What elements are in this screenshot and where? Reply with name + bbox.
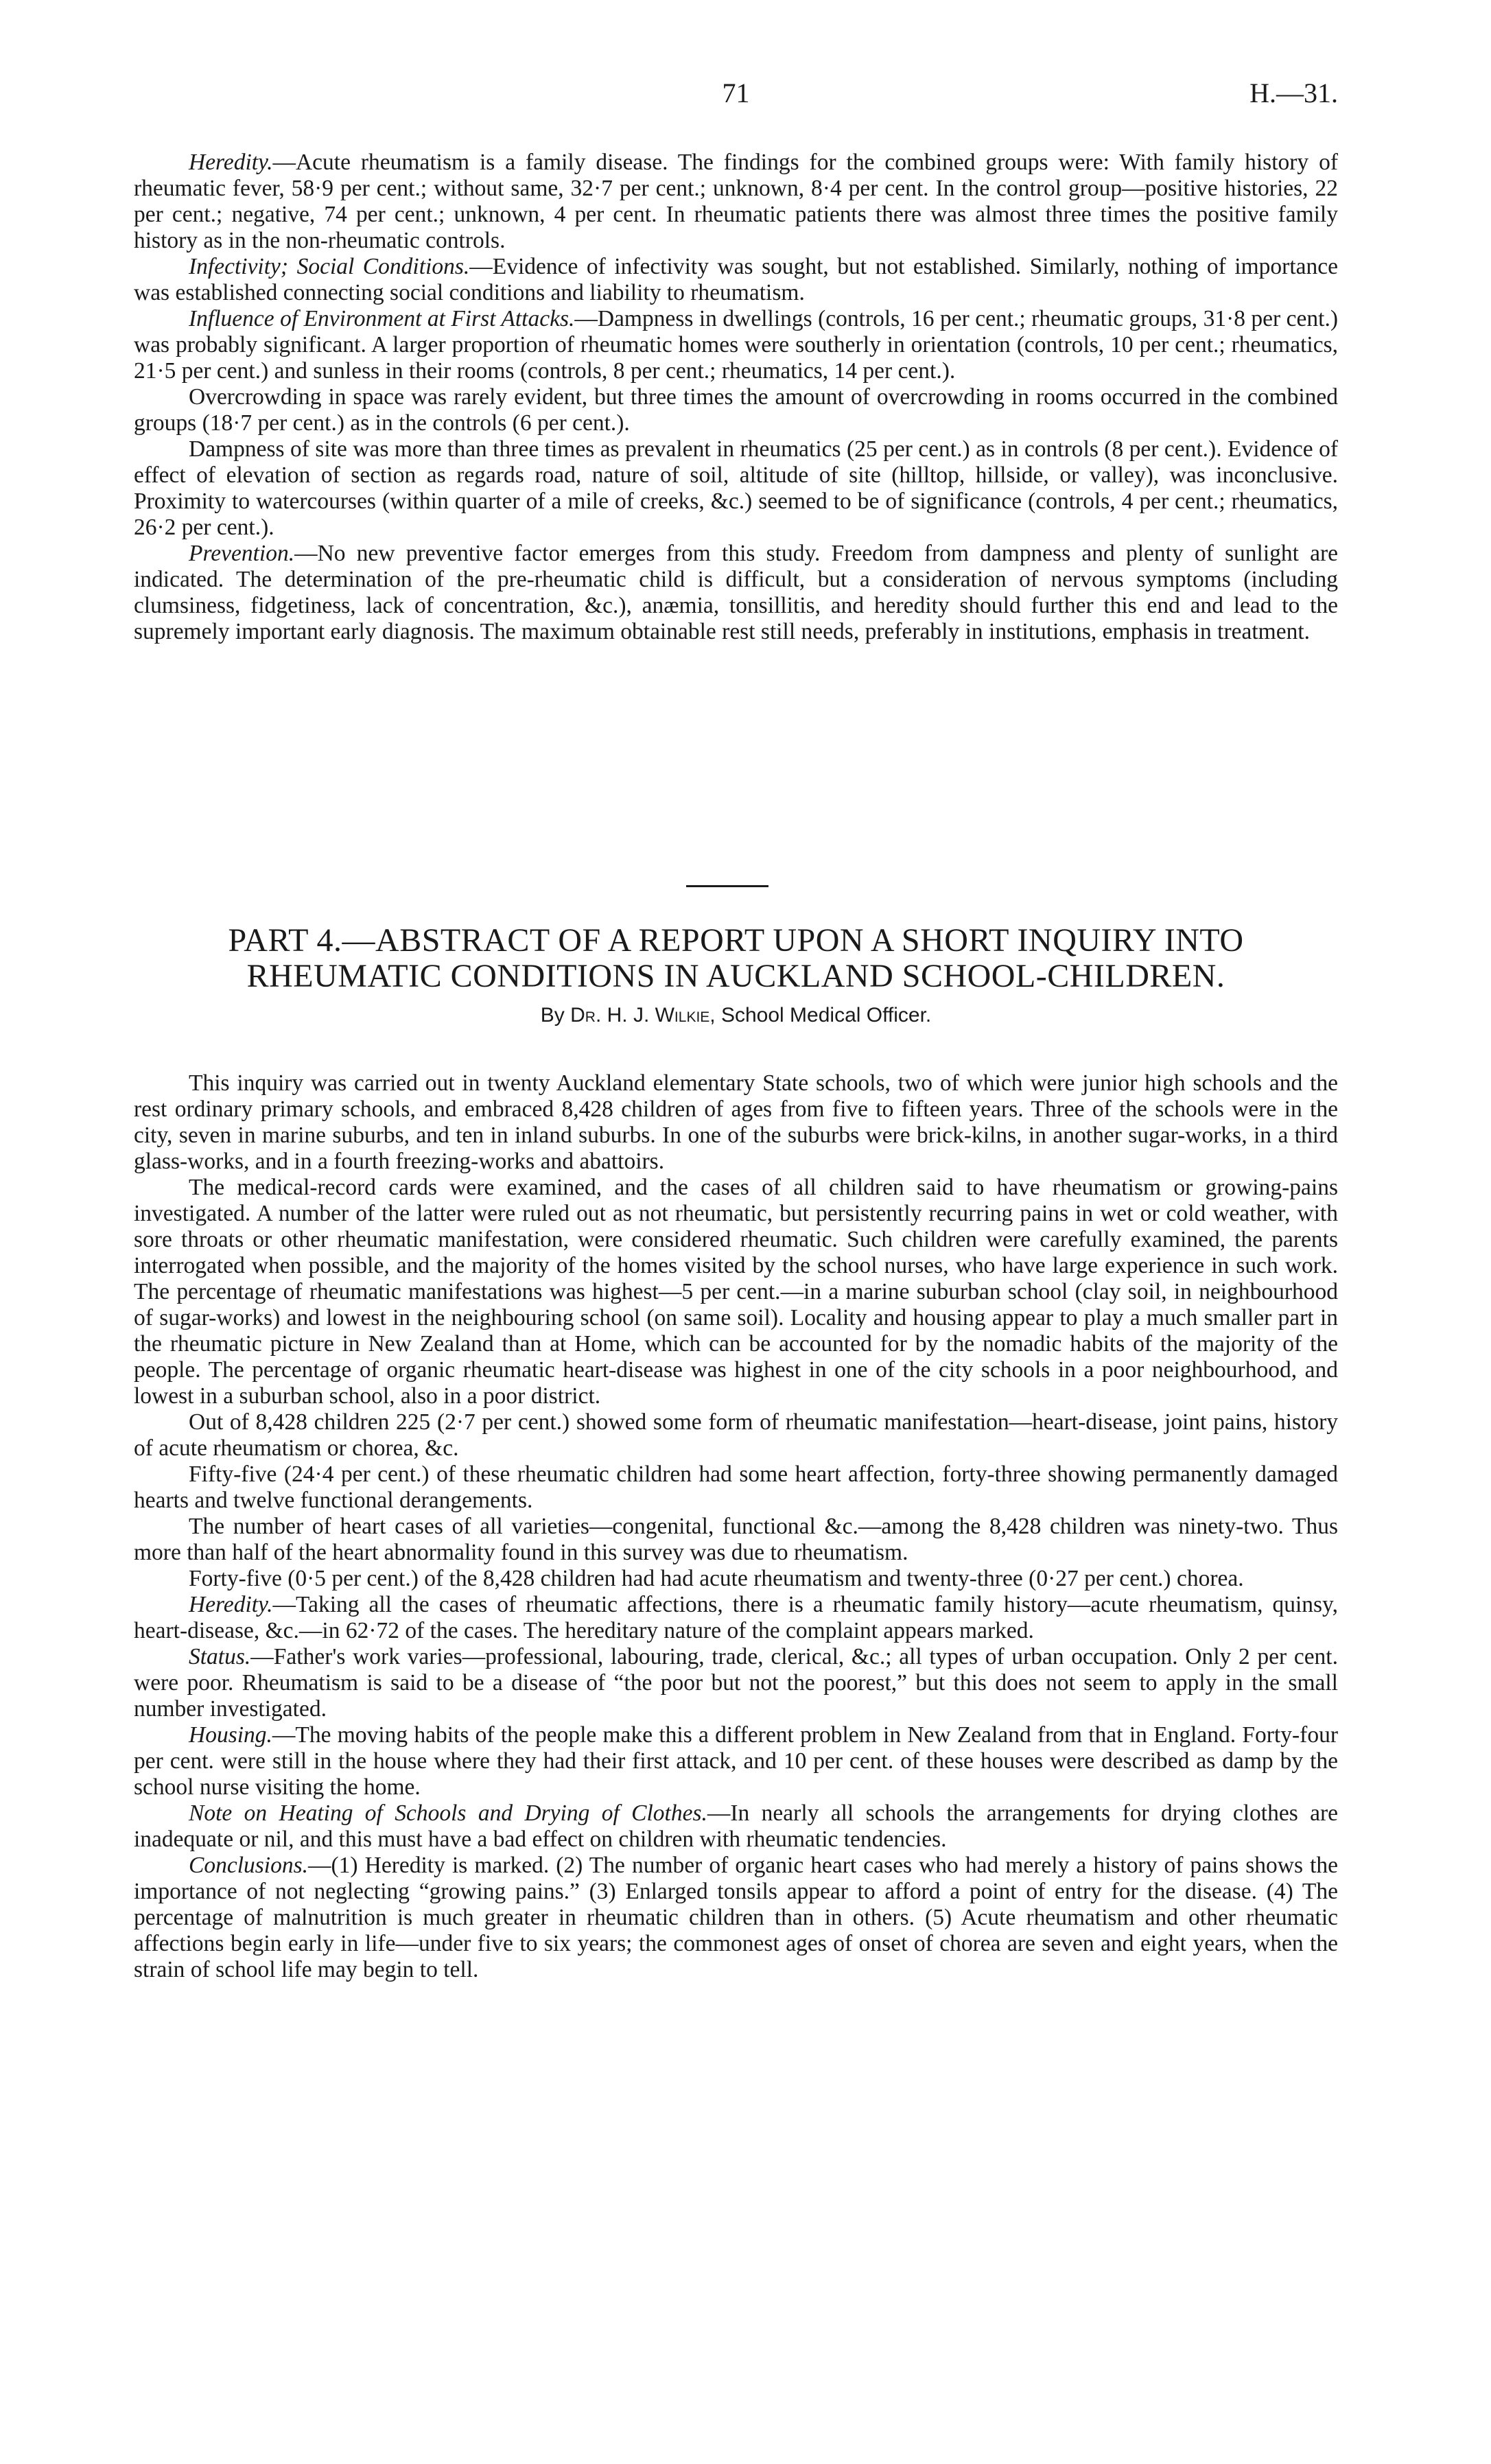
paragraph-text: —No new preventive factor emerges from this study. Freedom from dampness and plenty of sunlight are indicated. The determination of the pre-rheumatic child is difficult, but a consideration of nervous symptoms (including clumsiness, fidgetiness, lack of concentration, &c.), anæmia, tonsillitis, and heredity should further this end and lead to the supremely important early diagnosis. The maximum obtainable rest still needs, preferably in institutions, emphasis in treatment. [134, 541, 1338, 644]
section-divider [686, 885, 768, 887]
page-header [134, 77, 1338, 118]
run-in-heading: Note on Heating of Schools and Drying of Clothes. [189, 1800, 707, 1826]
paragraph-text: —Acute rheumatism is a family disease. The findings for the combined groups were: With family history of rheumatic fever, 58·9 per cent.; without same, 32·7 per cent.; unknown, 8·4 per cent. In the control group—positive histories, 22 per cent.; negative, 74 per cent.; unknown, 4 per cent. In rheumatic patients there was almost three times the positive family history as in the non-rheumatic controls. [134, 150, 1338, 253]
paragraph [134, 1409, 1338, 1462]
paragraph [134, 1800, 1338, 1853]
section-one-body [134, 150, 1338, 645]
author-role: School Medical Officer. [720, 1004, 932, 1026]
run-in-heading: Housing. [189, 1722, 272, 1748]
run-in-heading: Status. [189, 1644, 251, 1669]
byline-prefix: By [540, 1004, 565, 1026]
part-four-body [134, 1070, 1338, 1983]
paragraph-text: Dampness of site was more than three times as prevalent in rheumatics (25 per cent.) as in controls (8 per cent.). Evidence of effect of elevation of section as regards road, nature of soil, altitude of site (hilltop, hillside, or valley), was inconclusive. Proximity to watercourses (within quarter of a mile of creeks, &c.) seemed to be of significance (controls, 4 per cent.; rheumatics, 26·2 per cent.). [134, 436, 1338, 540]
run-in-heading: Heredity. [189, 150, 273, 175]
paragraph-text: This inquiry was carried out in twenty Auckland elementary State schools, two of which were junior high schools and the rest ordinary primary schools, and embraced 8,428 children of ages from five to fifteen years. Three of the schools were in the city, seven in marine suburbs, and ten in inland suburbs. In one of the suburbs were brick-kilns, in another sugar-works, in a third glass-works, and in a fourth freezing-works and abattoirs. [134, 1070, 1338, 1174]
paragraph-text: The number of heart cases of all varieties—congenital, functional &c.—among the 8,428 children was ninety-two. Thus more than half of the heart abnormality found in this survey was due to rheumatism. [134, 1514, 1338, 1565]
paragraph [134, 1070, 1338, 1175]
paragraph-text: —(1) Heredity is marked. (2) The number of organic heart cases who had merely a history of pains shows the importance of not neglecting “growing pains.” (3) Enlarged tonsils appear to afford a point of entry for the disease. (4) The percentage of malnutrition is much greater in rheumatic children than in others. (5) Acute rheumatism and other rheumatic affections begin early in life—under five to six years; the commonest ages of onset of chorea are seven and eight years, when the strain of school life may begin to tell. [134, 1853, 1338, 1982]
paragraph-text: —Dampness in dwellings (controls, 16 per cent.; rheumatic groups, 31·8 per cent.) was probably significant. A larger proportion of rheumatic homes were southerly in orientation (controls, 10 per cent.; rheumatics, 21·5 per cent.) and sunless in their rooms (controls, 8 per cent.; rheumatics, 14 per cent.). [134, 306, 1338, 384]
paragraph-text: —In nearly all schools the arrangements for drying clothes are inadequate or nil, and this must have a bad effect on children with rheumatic tendencies. [134, 1800, 1339, 1852]
paragraph-text: Fifty-five (24·4 per cent.) of these rheumatic children had some heart affection, forty-three showing permanently damaged hearts and twelve functional derangements. [134, 1462, 1338, 1513]
part-title: PART 4.—ABSTRACT OF A REPORT UPON A SHORT INQUIRY INTO RHEUMATIC CONDITIONS IN AUCKLAND SCHOOL-CHILDREN. [228, 922, 1244, 994]
paragraph [134, 254, 1338, 306]
paragraph [134, 306, 1338, 384]
run-in-heading: Influence of Environment at First Attacks. [189, 306, 575, 331]
paragraph-text: Out of 8,428 children 225 (2·7 per cent.) showed some form of rheumatic manifestation—heart-disease, joint pains, history of acute rheumatism or chorea, &c. [134, 1409, 1338, 1461]
paragraph [134, 1514, 1338, 1566]
paragraph [134, 150, 1338, 254]
paragraph-text: Overcrowding in space was rarely evident, but three times the amount of overcrowding in rooms occurred in the combined groups (18·7 per cent.) as in the controls (6 per cent.). [134, 384, 1338, 436]
paragraph [134, 1566, 1338, 1592]
paragraph [134, 384, 1338, 436]
paragraph-text: —Evidence of infectivity was sought, but not established. Similarly, nothing of importance was established connecting social conditions and liability to rheumatism. [134, 254, 1338, 305]
paragraph [134, 1592, 1338, 1644]
paragraph-text: —The moving habits of the people make this a different problem in New Zealand from that in England. Forty-four per cent. were still in the house where they had their first attack, and 10 per cent. of these houses were described as damp by the school nurse visiting the home. [134, 1722, 1338, 1800]
run-in-heading: Conclusions. [189, 1853, 309, 1878]
document-reference: H.—31. [1249, 78, 1338, 108]
byline [134, 1004, 1338, 1027]
paragraph-text: The medical-record cards were examined, and the cases of all children said to have rheumatism or growing-pains investigated. A number of the latter were ruled out as not rheumatic, but persistently recurring pains in wet or cold weather, with sore throats or other rheumatic manifestation, were considered rheumatic. Such children were carefully examined, the parents interrogated when possible, and the majority of the homes visited by the school nurses, who have large experience in such work. The percentage of rheumatic manifestations was highest—5 per cent.—in a marine suburban school (clay soil, in neighbourhood of sugar-works) and lowest in the neighbouring school (on same soil). Locality and housing appear to play a much smaller part in the rheumatic picture in New Zealand than at Home, which can be accounted for by the nomadic habits of the majority of the people. The percentage of organic rheumatic heart-disease was highest in one of the city schools in a poor neighbourhood, and lowest in a suburban school, also in a poor district. [134, 1175, 1338, 1409]
paragraph [134, 1644, 1338, 1722]
paragraph [134, 436, 1338, 541]
paragraph [134, 1175, 1338, 1409]
paragraph-text: —Taking all the cases of rheumatic affections, there is a rheumatic family history—acute rheumatism, quinsy, heart-disease, &c.—in 62·72 of the cases. The hereditary nature of the complaint appears marked. [134, 1592, 1338, 1643]
paragraph [134, 1462, 1338, 1514]
paragraph [134, 1853, 1338, 1983]
paragraph [134, 1722, 1338, 1800]
run-in-heading: Infectivity; Social Conditions. [189, 254, 470, 279]
run-in-heading: Heredity. [189, 1592, 273, 1617]
author-name: Dr. H. J. Wilkie, [570, 1004, 716, 1026]
paragraph-text: —Father's work varies—professional, labouring, trade, clerical, &c.; all types of urban occupation. Only 2 per cent. were poor. Rheumatism is said to be a disease of “the poor but not the poorest,” but this does not seem to apply in the small number investigated. [134, 1644, 1338, 1722]
paragraph [134, 541, 1338, 645]
page-number: 71 [722, 78, 750, 108]
run-in-heading: Prevention. [189, 541, 295, 566]
paragraph-text: Forty-five (0·5 per cent.) of the 8,428 children had had acute rheumatism and twenty-three (0·27 per cent.) chorea. [189, 1566, 1244, 1591]
